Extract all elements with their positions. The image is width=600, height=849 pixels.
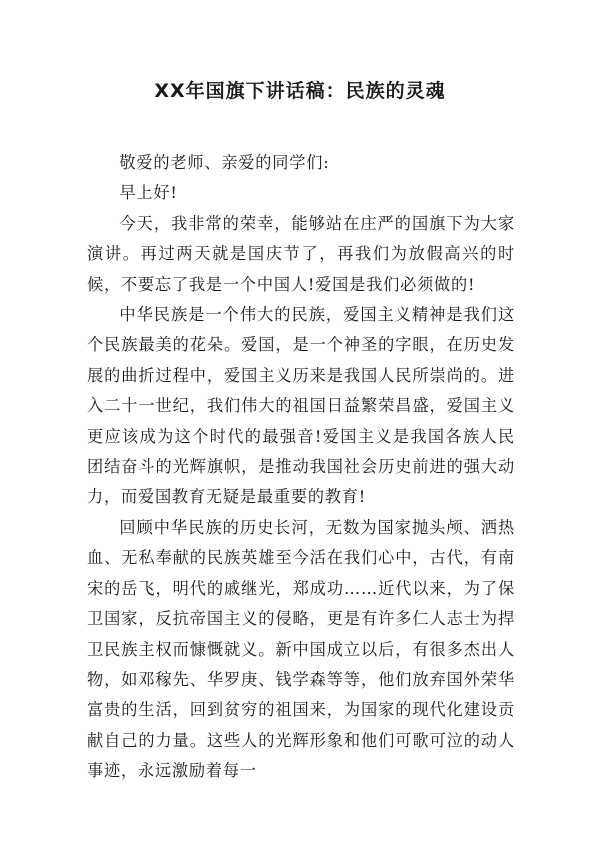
salutation: 敬爱的老师、亲爱的同学们: — [119, 153, 330, 172]
document-body — [87, 148, 515, 787]
document-title: XX年国旗下讲话稿：民族的灵魂 — [154, 80, 446, 102]
paragraph: 中华民族是一个伟大的民族，爱国主义精神是我们这个民族最美的花朵。爱国，是一个神圣的字眼，在历史发展的曲折过程中，爱国主义历来是我国人民所崇尚的。进入二十一世纪，我们伟大的祖国日益繁荣昌盛，爱国主义更应该成为这个时代的最强音!爱国主义是我国各族人民团结奋斗的光辉旗帜，是推动我国社会历史前进的强大动力，而爱国教育无疑是最重要的教育! — [87, 305, 515, 507]
paragraph: 今天，我非常的荣幸，能够站在庄严的国旗下为大家演讲。再过两天就是国庆节了，再我们为放假高兴的时候，不要忘了我是一个中国人!爱国是我们必须做的! — [87, 213, 515, 294]
greeting: 早上好! — [119, 183, 178, 203]
paragraph: 回顾中华民族的历史长河，无数为国家抛头颅、洒热血、无私奉献的民族英雄至今活在我们心中，古代，有南宋的岳飞，明代的戚继光，郑成功……近代以来，为了保卫国家，反抗帝国主义的侵略，更是有许多仁人志士为捍卫民族主权而慷慨就义。新中国成立以后，有很多杰出人物，如邓稼先、华罗庚、钱学森等等，他们放弃国外荣华富贵的生活，回到贫穷的祖国来，为国家的现代化建设贡献自己的力量。这些人的光辉形象和他们可歌可泣的动人事迹，永远激励着每一 — [87, 517, 515, 781]
